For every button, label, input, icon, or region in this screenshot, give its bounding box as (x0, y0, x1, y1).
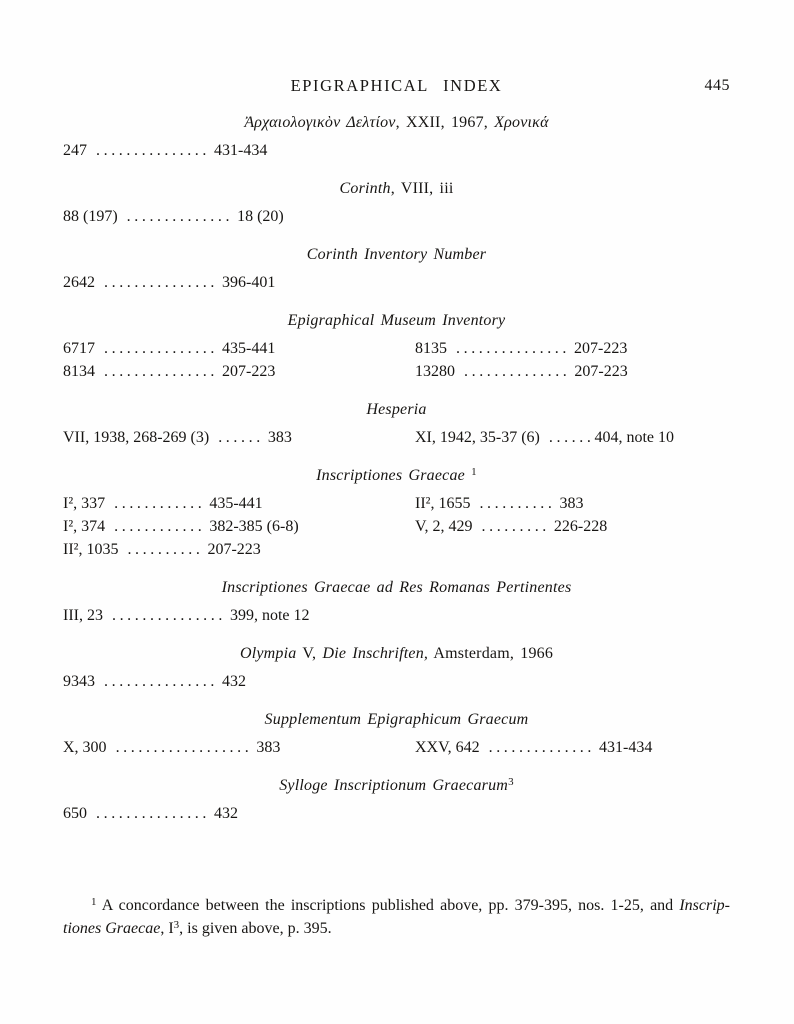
entry-label: 88 (197) (63, 208, 118, 225)
section-heading (63, 400, 730, 420)
index-row (63, 515, 730, 538)
index-row (63, 205, 730, 228)
heading-text-part: Amsterdam, 1966 (428, 645, 554, 662)
index-entry (63, 340, 275, 357)
section-heading (63, 710, 730, 730)
index-row (63, 139, 730, 162)
index-section (63, 311, 730, 383)
index-entry (63, 495, 263, 512)
dot-leader: ...... (548, 429, 595, 446)
heading-text-part: Corinth Inventory Number (306, 246, 487, 263)
row-left-cell (63, 426, 415, 449)
row-right-cell (415, 337, 730, 360)
row-left-cell (63, 736, 415, 759)
heading-text-part: Supplementum Epigraphicum Graecum (264, 711, 529, 728)
row-right-cell (415, 492, 730, 515)
entry-label: XXV, 642 (415, 739, 480, 756)
heading-text-part: Χρονικά (494, 114, 549, 131)
entry-value: 435-441 (222, 340, 276, 357)
index-section (63, 245, 730, 294)
index-entry (63, 429, 292, 446)
footnote-text-part: , I (160, 919, 174, 937)
index-entry (63, 739, 280, 756)
row-left-cell (63, 205, 730, 228)
section-heading (63, 113, 730, 133)
heading-text-part: 3 (508, 776, 514, 788)
section-rows (63, 271, 730, 294)
entry-value: 383 (267, 429, 292, 446)
entry-label: II², 1655 (415, 495, 471, 512)
index-entry (415, 739, 652, 756)
entry-value: 207-223 (222, 363, 276, 380)
index-entry (63, 363, 275, 380)
heading-text-part: Corinth (339, 180, 391, 197)
page-header (63, 76, 730, 96)
index-entry (63, 274, 275, 291)
index-section (63, 179, 730, 228)
index-row (63, 670, 730, 693)
dot-leader: ............... (111, 607, 226, 624)
heading-text-part: , VIII, iii (390, 180, 454, 197)
heading-text-part: Die Inschriften, (322, 645, 429, 662)
section-rows (63, 205, 730, 228)
entry-label: I², 374 (63, 518, 106, 535)
index-entry (63, 541, 261, 558)
index-row (63, 538, 730, 561)
section-rows (63, 337, 730, 383)
entry-label: 8135 (415, 340, 447, 357)
section-heading (63, 311, 730, 331)
section-rows (63, 670, 730, 693)
entry-value: 431-434 (599, 739, 653, 756)
footnote (63, 895, 730, 940)
index-entry (63, 208, 284, 225)
footnote-text-part: , is given above, p. 395. (179, 919, 332, 937)
entry-label: II², 1035 (63, 541, 119, 558)
dot-leader: .......... (479, 495, 556, 512)
footnote-text-part: 1 (91, 896, 97, 908)
index-section (63, 113, 730, 162)
section-heading (63, 245, 730, 265)
row-right-cell (415, 736, 730, 759)
index-entry (63, 607, 310, 624)
index-entry (63, 518, 299, 535)
entry-label: VII, 1938, 268-269 (3) (63, 429, 210, 446)
heading-text-part: Inscriptiones Graecae (316, 467, 465, 484)
page-title: EPIGRAPHICAL INDEX (290, 76, 503, 95)
row-right-cell (415, 515, 730, 538)
row-left-cell (63, 492, 415, 515)
section-rows (63, 139, 730, 162)
entry-label: 650 (63, 805, 87, 822)
dot-leader: ......... (481, 518, 550, 535)
section-rows (63, 604, 730, 627)
section-heading (63, 776, 730, 796)
row-right-cell (415, 360, 730, 383)
entry-label: 13280 (415, 363, 455, 380)
dot-leader: ............... (456, 340, 570, 357)
section-heading (63, 644, 730, 664)
entry-value: 396-401 (222, 274, 276, 291)
entry-value: 207-223 (207, 541, 261, 558)
index-entry (63, 673, 246, 690)
heading-text-part: 1 (471, 466, 477, 478)
dot-leader: ............... (104, 340, 218, 357)
row-left-cell (63, 139, 730, 162)
index-row (63, 426, 730, 449)
row-left-cell (63, 670, 730, 693)
entry-label: 2642 (63, 274, 95, 291)
index-sections (63, 113, 730, 825)
entry-value: 431-434 (214, 142, 268, 159)
footnote-text-part: A concordance between the inscriptions published above, pp. 379-395, nos. 1-25, and (96, 897, 680, 914)
section-rows (63, 426, 730, 449)
section-rows (63, 802, 730, 825)
dot-leader: .............. (464, 363, 571, 380)
entry-label: III, 23 (63, 607, 103, 624)
index-row (63, 360, 730, 383)
dot-leader: .................. (115, 739, 253, 756)
heading-text-part: Olympia (239, 645, 297, 662)
entry-value: 383 (256, 739, 281, 756)
index-entry (63, 805, 238, 822)
entry-value: 435-441 (209, 495, 263, 512)
entry-value: 18 (20) (237, 208, 284, 225)
entry-label: 9343 (63, 673, 95, 690)
entry-label: XI, 1942, 35-37 (6) (415, 429, 540, 446)
entry-label: V, 2, 429 (415, 518, 473, 535)
heading-text-part: Inscriptiones Graecae ad Res Romanas Pertinentes (221, 579, 572, 596)
entry-label: 6717 (63, 340, 95, 357)
index-row (63, 604, 730, 627)
section-rows (63, 736, 730, 759)
dot-leader: ............... (96, 805, 210, 822)
page-number: 445 (704, 77, 730, 94)
entry-value: 207-223 (574, 340, 628, 357)
index-entry (415, 495, 583, 512)
index-section (63, 578, 730, 627)
index-entry (415, 429, 674, 446)
entry-label: I², 337 (63, 495, 106, 512)
index-section (63, 644, 730, 693)
footnote-text-part: Inscrip- (679, 897, 730, 914)
index-entry (63, 142, 267, 159)
index-section (63, 466, 730, 561)
row-left-cell (63, 604, 730, 627)
dot-leader: ............ (114, 518, 206, 535)
section-heading (63, 466, 730, 486)
heading-text-part: V, (296, 645, 323, 662)
index-entry (415, 340, 627, 357)
footnote-line (63, 895, 730, 918)
entry-value: 399, note 12 (229, 607, 310, 624)
entry-value: 432 (214, 805, 238, 822)
entry-label: 8134 (63, 363, 95, 380)
dot-leader: .......... (127, 541, 204, 558)
dot-leader: ............... (96, 142, 210, 159)
footnote-text-part: 3 (173, 918, 180, 931)
dot-leader: ............... (104, 274, 218, 291)
entry-value: 404, note 10 (594, 429, 675, 446)
row-left-cell (63, 360, 415, 383)
dot-leader: ...... (218, 429, 264, 446)
dot-leader: .............. (488, 739, 596, 756)
heading-text-part: Sylloge Inscriptionum Graecarum (279, 777, 509, 794)
heading-text-part: , XXII, 1967, (395, 114, 495, 131)
entry-value: 383 (559, 495, 584, 512)
index-row (63, 736, 730, 759)
dot-leader: ............ (114, 495, 206, 512)
entry-value: 226-228 (553, 518, 608, 535)
entry-value: 207-223 (574, 363, 628, 380)
entry-value: 382-385 (6-8) (209, 518, 299, 535)
dot-leader: ............... (104, 673, 218, 690)
index-entry (415, 363, 628, 380)
section-rows (63, 492, 730, 561)
index-row (63, 271, 730, 294)
entry-label: X, 300 (63, 739, 107, 756)
row-right-cell (415, 426, 730, 449)
row-left-cell (63, 538, 730, 561)
entry-value: 432 (222, 673, 246, 690)
index-section (63, 776, 730, 825)
section-heading (63, 179, 730, 199)
index-row (63, 337, 730, 360)
index-section (63, 400, 730, 449)
row-left-cell (63, 337, 415, 360)
row-left-cell (63, 271, 730, 294)
row-left-cell (63, 515, 415, 538)
section-heading (63, 578, 730, 598)
entry-label: 247 (63, 142, 87, 159)
dot-leader: .............. (126, 208, 234, 225)
dot-leader: ............... (104, 363, 218, 380)
heading-text-part: Ἀρχαιολογικὸν Δελτίον (244, 114, 396, 131)
footnote-text-part: tiones Graecae (63, 919, 161, 937)
index-section (63, 710, 730, 759)
heading-text-part: Epigraphical Museum Inventory (287, 312, 506, 329)
heading-text-part: Hesperia (366, 401, 427, 418)
index-row (63, 492, 730, 515)
footnote-line (63, 918, 730, 941)
index-row (63, 802, 730, 825)
row-left-cell (63, 802, 730, 825)
index-entry (415, 518, 607, 535)
